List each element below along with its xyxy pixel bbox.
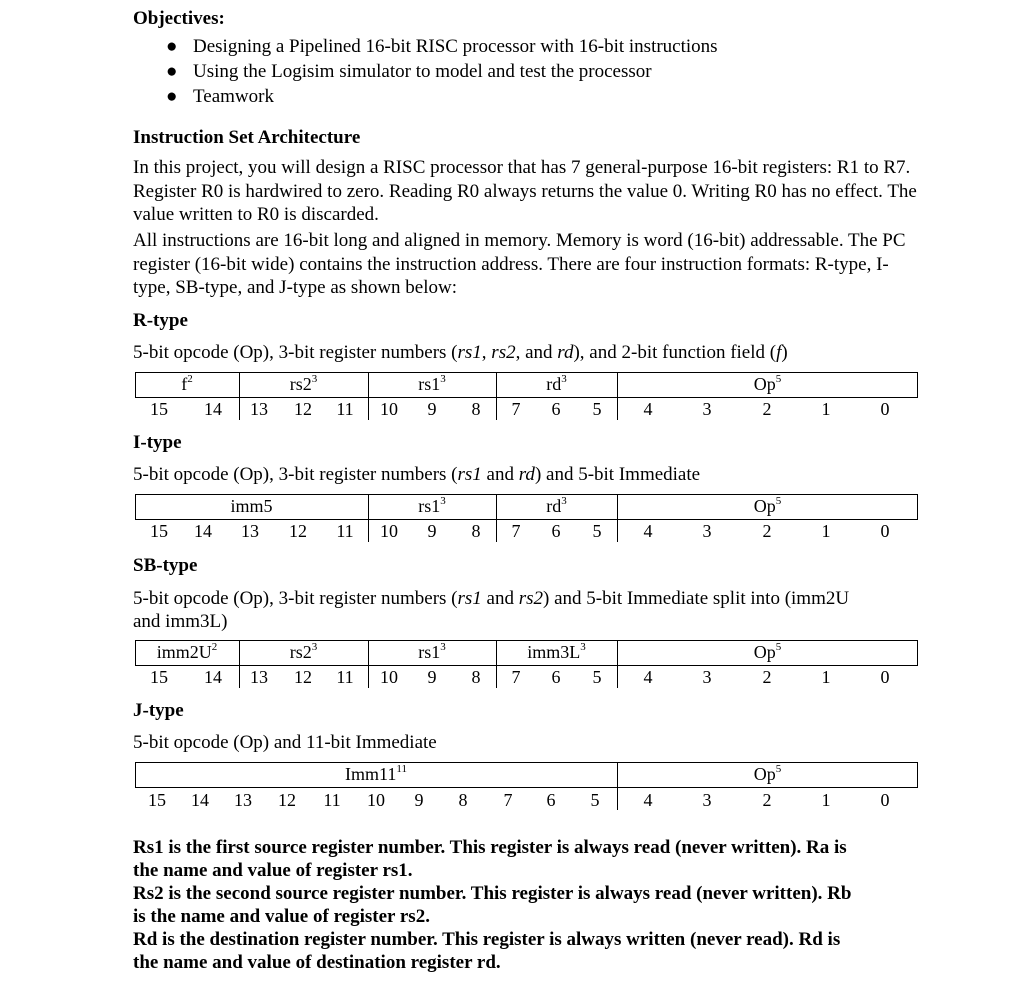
bit-number: 3	[702, 521, 712, 541]
bit-number: 5	[592, 667, 602, 687]
rtype-description: 5-bit opcode (Op), 3-bit register numbers (rs1, rs2, and rd), and 2-bit function field (f)	[133, 342, 788, 363]
bit-number: 6	[551, 667, 561, 687]
field-imm11: $Imm11^{11}$	[345, 763, 407, 784]
bit-number: 8	[471, 667, 481, 687]
bit-number: 13	[250, 399, 268, 419]
bit-number: 0	[880, 521, 890, 541]
bit-number: 8	[458, 790, 468, 810]
bit-number: 9	[427, 399, 437, 419]
bit-number: 11	[323, 790, 341, 810]
sbtype-description: 5-bit opcode (Op), 3-bit register numbers (rs1 and rs2) and 5-bit Immediate split into (imm2U	[133, 588, 850, 609]
jtype-description: 5-bit opcode (Op) and 11-bit Immediate	[133, 732, 437, 753]
field-rs2: $rs2^3$	[289, 373, 318, 394]
sbtype-description-cont: and imm3L)	[133, 611, 228, 632]
field-imm2u: $imm2U^2$	[156, 641, 218, 662]
bit-number: 14	[194, 521, 212, 541]
list-item: ● Teamwork	[166, 86, 274, 107]
note-rs1-line1: Rs1 is the first source register number. This register is always read (never written). Ra is	[133, 837, 847, 858]
bit-number: 4	[643, 521, 653, 541]
bit-number: 11	[336, 667, 354, 687]
bit-number: 13	[250, 667, 268, 687]
field-op: Op$^5$	[753, 641, 782, 662]
bit-number: 15	[148, 790, 166, 810]
bit-number: 3	[702, 790, 712, 810]
bit-number: 10	[380, 667, 398, 687]
bit-number: 2	[762, 521, 772, 541]
note-rs1-line2: the name and value of register rs1.	[133, 860, 413, 881]
bullet-icon: ●	[166, 61, 178, 82]
rtype-title: R-type	[133, 310, 188, 331]
field-rs1: $rs1^3$	[418, 641, 446, 662]
bit-number: 8	[471, 399, 481, 419]
sbtype-title: SB-type	[133, 555, 198, 576]
bit-number: 11	[336, 521, 354, 541]
isa-paragraph-2: All instructions are 16-bit long and aligned in memory. Memory is word (16-bit) addressable. The PC register (16-bit wide) contains the instruction address. There are four instruction formats: R-type, I-type, SB-type, and J-type as shown below:	[133, 230, 906, 298]
bit-number: 1	[821, 521, 831, 541]
itype-description: 5-bit opcode (Op), 3-bit register numbers (rs1 and rd) and 5-bit Immediate	[133, 464, 701, 485]
bit-number: 5	[590, 790, 600, 810]
bit-number: 6	[546, 790, 556, 810]
bit-number: 0	[880, 667, 890, 687]
objectives-list	[166, 34, 718, 109]
bit-number: 15	[150, 667, 168, 687]
bit-number: 9	[414, 790, 424, 810]
bit-number: 2	[762, 667, 772, 687]
bit-number: 3	[702, 399, 712, 419]
bit-number: 10	[367, 790, 385, 810]
bit-number: 7	[511, 667, 521, 687]
bit-number: 12	[278, 790, 296, 810]
bit-number: 4	[643, 667, 653, 687]
field-imm5: imm5	[230, 496, 273, 516]
bit-number: 10	[380, 521, 398, 541]
bit-number: 14	[204, 399, 222, 419]
list-item: ● Using the Logisim simulator to model and test the processor	[166, 61, 652, 82]
bit-number: 12	[294, 399, 312, 419]
objectives-heading: Objectives:	[133, 8, 225, 29]
note-rs2-line1: Rs2 is the second source register number. This register is always read (never written). Rb	[133, 883, 852, 904]
field-rs2: $rs2^3$	[289, 641, 318, 662]
bit-number: 2	[762, 790, 772, 810]
bit-number: 15	[150, 521, 168, 541]
field-rs1: $rs1^3$	[418, 373, 446, 394]
note-rd-line2: the name and value of destination register rd.	[133, 952, 501, 973]
bit-number: 1	[821, 399, 831, 419]
bit-number: 12	[294, 667, 312, 687]
field-op: Op$^5$	[753, 495, 782, 516]
bit-number: 5	[592, 399, 602, 419]
bit-number: 1	[821, 667, 831, 687]
bit-number: 9	[427, 667, 437, 687]
field-rd: $rd^3$	[546, 495, 567, 516]
bit-number: 6	[551, 521, 561, 541]
bit-number: 14	[204, 667, 222, 687]
isa-paragraph-1: In this project, you will design a RISC processor that has 7 general-purpose 16-bit registers: R1 to R7. Register R0 is hardwired to zero. Reading R0 always returns the value 0. Writing R0 has no effect. The value written to R0 is discarded.	[133, 157, 917, 225]
field-f: $f^2$	[181, 373, 193, 394]
bullet-icon: ●	[166, 86, 178, 107]
bit-number: 0	[880, 399, 890, 419]
bit-number: 6	[551, 399, 561, 419]
field-imm3l: $imm3L^3$	[527, 641, 586, 662]
field-op: Op$^5$	[753, 373, 782, 394]
bit-number: 0	[880, 790, 890, 810]
field-rd: $rd^3$	[546, 373, 567, 394]
note-rd-line1: Rd is the destination register number. This register is always written (never read). Rd is	[133, 929, 841, 950]
bit-number: 15	[150, 399, 168, 419]
bit-number: 4	[643, 790, 653, 810]
bit-number: 8	[471, 521, 481, 541]
bit-number: 4	[643, 399, 653, 419]
bit-number: 5	[592, 521, 602, 541]
note-rs2-line2: is the name and value of register rs2.	[133, 906, 430, 927]
bit-number: 13	[241, 521, 259, 541]
bit-number: 7	[503, 790, 513, 810]
jtype-title: J-type	[133, 700, 184, 721]
bit-number: 10	[380, 399, 398, 419]
bit-number: 13	[234, 790, 252, 810]
bit-number: 3	[702, 667, 712, 687]
bit-number: 2	[762, 399, 772, 419]
bit-number: 7	[511, 521, 521, 541]
bit-number: 14	[191, 790, 209, 810]
bit-number: 7	[511, 399, 521, 419]
bit-number: 1	[821, 790, 831, 810]
isa-heading: Instruction Set Architecture	[133, 127, 361, 148]
field-op: Op$^5$	[753, 763, 782, 784]
bit-number: 9	[427, 521, 437, 541]
bit-number: 11	[336, 399, 354, 419]
itype-title: I-type	[133, 432, 182, 453]
bullet-icon: ●	[166, 36, 178, 57]
field-rs1: $rs1^3$	[418, 495, 446, 516]
list-item: ● Designing a Pipelined 16-bit RISC processor with 16-bit instructions	[166, 36, 718, 57]
bit-number: 12	[289, 521, 307, 541]
